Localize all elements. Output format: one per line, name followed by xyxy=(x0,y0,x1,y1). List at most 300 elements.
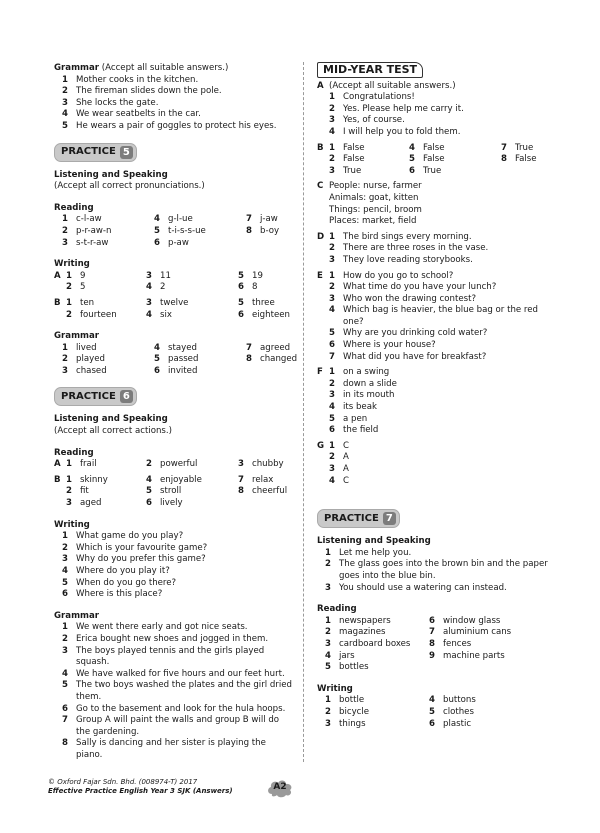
item-text: Go to the basement and look for the hula hoops. xyxy=(76,703,286,714)
item-number: 6 xyxy=(329,425,335,436)
writing-heading: Writing xyxy=(54,519,90,530)
grid-item xyxy=(409,143,501,155)
item-text: relax xyxy=(252,474,274,485)
grid-item xyxy=(66,486,146,498)
item-text: c-l-aw xyxy=(76,214,102,225)
grid-item xyxy=(66,310,146,322)
grid-item xyxy=(501,166,561,178)
grid-item xyxy=(66,282,146,294)
list-item xyxy=(62,566,294,578)
left-column xyxy=(54,63,298,762)
grid-item xyxy=(329,154,409,166)
item-number: 2 xyxy=(62,225,68,236)
item-number: 8 xyxy=(246,225,252,236)
item-number: 5 xyxy=(329,413,335,424)
grid-item xyxy=(146,310,238,322)
list-item xyxy=(62,715,294,738)
listening-heading: Listening and Speaking xyxy=(317,536,431,547)
list-item xyxy=(62,121,294,133)
item-text: j-aw xyxy=(260,214,278,225)
item-number: 4 xyxy=(325,650,331,661)
item-number: 3 xyxy=(62,645,68,656)
grid-item xyxy=(66,475,146,487)
list-item xyxy=(62,738,294,761)
item-number: 1 xyxy=(325,695,331,706)
item-text: Mother cooks in the kitchen. xyxy=(76,74,199,85)
item-number: 3 xyxy=(325,718,331,729)
item-number: 5 xyxy=(329,328,335,339)
grid-item xyxy=(325,695,429,707)
grid-item xyxy=(154,214,246,226)
item-text: Sally is dancing and her sister is playing the piano. xyxy=(76,738,266,760)
section-e: E 1 How do you go to school? 2 What time do you have your lunch? 3 Who won the drawing contest? 4 Which bag is heavier, the blue bag or the red one? 5 Why are you drinking cold water? 6 Where is your house? 7 What did you have for breakfast? xyxy=(317,271,557,364)
item-text: True xyxy=(343,165,362,176)
grid-item xyxy=(238,310,298,322)
grid-item xyxy=(62,226,154,238)
grid-item xyxy=(329,143,409,155)
grid-item xyxy=(66,459,146,471)
item-number: 8 xyxy=(429,638,435,649)
item-number: 3 xyxy=(62,237,68,248)
item-text: b-oy xyxy=(260,225,280,236)
item-number: 1 xyxy=(62,531,68,542)
grid-item xyxy=(325,662,429,674)
item-text: C xyxy=(343,440,350,451)
item-text: The fireman slides down the pole. xyxy=(76,86,222,97)
item-number: 5 xyxy=(325,662,331,673)
item-number: 6 xyxy=(62,589,68,600)
item-text: C xyxy=(343,475,350,486)
item-number: 5 xyxy=(146,486,152,497)
list-item xyxy=(329,464,557,476)
badge-number: 6 xyxy=(120,390,133,403)
item-number: 2 xyxy=(329,243,335,254)
item-number: 1 xyxy=(329,367,335,378)
grid-item xyxy=(429,662,559,674)
item-number: 6 xyxy=(429,718,435,729)
item-number: 4 xyxy=(62,566,68,576)
grid-item xyxy=(409,154,501,166)
grid-item xyxy=(146,271,238,283)
item-number: 7 xyxy=(238,474,244,485)
grammar-heading: Grammar xyxy=(54,610,100,621)
item-number: 5 xyxy=(409,154,415,165)
list-item xyxy=(329,367,557,379)
item-number: 2 xyxy=(66,309,72,320)
grid-item xyxy=(238,271,298,283)
grid-item xyxy=(146,486,238,498)
item-text: played xyxy=(76,354,105,365)
item-text: Yes. Please help me carry it. xyxy=(343,103,464,114)
list-item xyxy=(329,476,557,488)
item-text: We have walked for five hours and our feet hurt. xyxy=(76,668,285,679)
item-number: 1 xyxy=(62,622,68,633)
list-item xyxy=(329,243,557,255)
list-item xyxy=(329,294,557,306)
practice-7-badge xyxy=(317,509,400,528)
list-item xyxy=(62,622,294,634)
column-divider xyxy=(303,62,304,762)
reading-heading: Reading xyxy=(54,202,94,213)
item-text: Why are you drinking cold water? xyxy=(343,328,488,339)
item-number: 3 xyxy=(62,554,68,565)
grid-item xyxy=(325,616,429,628)
item-number: 1 xyxy=(66,474,72,485)
grid-item xyxy=(238,282,298,294)
item-number: 2 xyxy=(325,559,331,570)
reading-grid xyxy=(54,214,294,249)
grid-item xyxy=(325,719,429,731)
reading-grid xyxy=(317,616,557,674)
grid-item xyxy=(146,475,238,487)
item-text: chased xyxy=(76,365,107,376)
listening-note: (Accept all correct actions.) xyxy=(54,426,172,437)
item-number: 3 xyxy=(329,115,335,126)
grid-item xyxy=(62,366,154,378)
item-number xyxy=(246,238,260,250)
item-number: 2 xyxy=(62,86,68,97)
item-text: window glass xyxy=(443,615,501,626)
item-text: Which bag is heavier, the blue bag or the red one? xyxy=(343,305,538,327)
writing-heading: Writing xyxy=(54,259,90,270)
item-number: 2 xyxy=(325,706,331,717)
reading-b: B 1 skinny 4 enjoyable 7 relax 2 fit 5 stroll 8 cheerful 3 aged 6 lively xyxy=(54,475,294,510)
item-number: 1 xyxy=(329,440,335,451)
list-item xyxy=(62,680,294,703)
badge-number: 5 xyxy=(120,146,133,159)
item-text: Yes, of course. xyxy=(343,115,405,126)
item-number: 1 xyxy=(325,615,331,626)
item-text: Congratulations! xyxy=(343,92,415,103)
list-item xyxy=(62,531,294,543)
item-text: fences xyxy=(443,638,472,649)
item-text: frail xyxy=(80,459,97,470)
item-text: buttons xyxy=(443,695,476,706)
grid-item xyxy=(325,627,429,639)
grid-item xyxy=(154,226,246,238)
item-number: 6 xyxy=(329,340,335,351)
item-text: fit xyxy=(80,486,89,497)
list-item: Places: market, field xyxy=(329,216,417,227)
grid-item xyxy=(62,238,154,250)
item-number: 3 xyxy=(62,97,68,108)
grid-item xyxy=(501,143,561,155)
item-text: invited xyxy=(168,365,198,376)
item-text: t-i-s-s-ue xyxy=(168,225,206,236)
item-number: 6 xyxy=(154,365,160,376)
grid-item xyxy=(238,475,298,487)
item-number: 2 xyxy=(325,627,331,638)
item-text: He wears a pair of goggles to protect his eyes. xyxy=(76,120,277,131)
grid-item xyxy=(154,343,246,355)
item-text: Who won the drawing contest? xyxy=(343,293,477,304)
item-number: 3 xyxy=(329,254,335,265)
writing-b: B 1 ten 3 twelve 5 three 2 fourteen 4 six 6 eighteen xyxy=(54,298,294,321)
item-number: 2 xyxy=(62,633,68,644)
item-text: twelve xyxy=(160,297,189,308)
item-text: True xyxy=(515,142,534,153)
item-text: What did you have for breakfast? xyxy=(343,351,487,362)
badge-label: PRACTICE xyxy=(61,391,116,403)
item-number: 5 xyxy=(62,120,68,131)
item-number: 2 xyxy=(66,486,72,497)
item-text: 8 xyxy=(252,282,258,293)
badge-label: PRACTICE xyxy=(61,146,116,158)
item-text: False xyxy=(423,142,445,153)
grid-item xyxy=(246,354,306,366)
reading-heading: Reading xyxy=(54,447,94,458)
listening-heading: Listening and Speaking xyxy=(54,169,168,180)
grid-item xyxy=(325,639,429,651)
grammar-list xyxy=(54,75,294,133)
item-number: 1 xyxy=(329,231,335,242)
list-item xyxy=(329,282,557,294)
item-text: skinny xyxy=(80,474,108,485)
item-text: a pen xyxy=(343,413,368,424)
section-b: B 1 False 4 False 7 True 2 False 5 False 8 False 3 True 6 True xyxy=(317,143,557,178)
grid-item xyxy=(154,238,246,250)
item-text: A xyxy=(343,452,349,463)
item-number: 5 xyxy=(62,680,68,691)
item-number xyxy=(501,166,515,178)
item-text: plastic xyxy=(443,718,472,729)
item-number: 8 xyxy=(62,738,68,749)
item-text xyxy=(252,498,298,510)
list-item: Things: pencil, broom xyxy=(329,204,422,215)
grid-item xyxy=(154,366,246,378)
list-item xyxy=(62,589,294,601)
grid-item xyxy=(146,459,238,471)
grammar-list xyxy=(54,622,294,761)
item-text: s-t-r-aw xyxy=(76,237,109,248)
list-item xyxy=(329,92,557,104)
grid-item xyxy=(246,343,306,355)
item-number: 3 xyxy=(146,297,152,308)
item-text: things xyxy=(339,718,366,729)
grid-item xyxy=(429,639,559,651)
item-text: aged xyxy=(80,498,102,509)
list-item xyxy=(329,305,557,328)
item-number: 1 xyxy=(62,214,68,225)
item-number: 2 xyxy=(329,378,335,389)
list-item xyxy=(329,255,557,267)
item-number xyxy=(238,498,252,510)
item-text: How do you go to school? xyxy=(343,270,454,281)
grid-item xyxy=(429,651,559,663)
item-number: 2 xyxy=(329,452,335,463)
item-number: 1 xyxy=(62,74,68,85)
grid-item xyxy=(429,627,559,639)
item-number: 6 xyxy=(62,703,68,714)
item-text: There are three roses in the vase. xyxy=(343,243,489,254)
item-number: 6 xyxy=(238,309,244,320)
right-column xyxy=(317,62,557,730)
grid-item xyxy=(146,298,238,310)
grid-item xyxy=(246,238,306,250)
item-number: 7 xyxy=(329,351,335,362)
grid-item xyxy=(66,271,146,283)
item-text: six xyxy=(160,309,172,320)
item-number: 4 xyxy=(154,342,160,353)
grid-item xyxy=(62,214,154,226)
item-number: 1 xyxy=(66,297,72,308)
item-text: False xyxy=(343,154,365,165)
listening-list xyxy=(317,548,557,594)
item-text: We wear seatbelts in the car. xyxy=(76,109,201,120)
item-number: 2 xyxy=(329,282,335,293)
section-a: A (Accept all suitable answers.) 1 Congratulations! 2 Yes. Please help me carry it. 3 Yes, of course. 4 I will help you to fold them. xyxy=(317,81,557,139)
item-number: 8 xyxy=(246,354,252,365)
item-text: powerful xyxy=(160,459,198,470)
item-text: Let me help you. xyxy=(339,547,412,558)
item-text: p-aw xyxy=(168,237,189,248)
item-number: 4 xyxy=(62,668,68,679)
item-text: stroll xyxy=(160,486,182,497)
grid-item xyxy=(66,298,146,310)
item-text: on a swing xyxy=(343,367,390,378)
item-number: 4 xyxy=(429,695,435,706)
item-number: 4 xyxy=(329,402,335,413)
list-item xyxy=(329,452,557,464)
item-text: fourteen xyxy=(80,309,117,320)
grid-item xyxy=(62,343,154,355)
list-item xyxy=(62,704,294,716)
list-item xyxy=(62,669,294,681)
item-number: 1 xyxy=(66,270,72,281)
item-text: magazines xyxy=(339,627,386,638)
item-number: 4 xyxy=(329,126,335,137)
grid-item xyxy=(146,498,238,510)
item-number: 8 xyxy=(501,154,507,165)
item-text: the field xyxy=(343,425,379,436)
section-c: C People: nurse, farmer Animals: goat, kitten Things: pencil, broom Places: market, field xyxy=(317,181,557,227)
item-text: Where is your house? xyxy=(343,340,436,351)
item-number: 5 xyxy=(62,577,68,588)
item-number: 3 xyxy=(325,638,331,649)
grid-item xyxy=(238,486,298,498)
item-number: 6 xyxy=(429,615,435,626)
item-number: 2 xyxy=(62,354,68,365)
item-text: What game do you play? xyxy=(76,531,184,542)
item-text: False xyxy=(515,154,537,165)
item-number: 2 xyxy=(66,282,72,293)
grid-item xyxy=(429,707,559,719)
section-f: F 1 on a swing 2 down a slide 3 in its mouth 4 its beak 5 a pen 6 the field xyxy=(317,367,557,437)
item-text: cheerful xyxy=(252,486,288,497)
list-item xyxy=(329,379,557,391)
item-text: passed xyxy=(168,354,199,365)
item-number: 4 xyxy=(329,475,335,486)
grid-item xyxy=(329,166,409,178)
list-item xyxy=(62,634,294,646)
item-number: 4 xyxy=(409,142,415,153)
item-text: The bird sings every morning. xyxy=(343,231,472,242)
item-text: Erica bought new shoes and jogged in them. xyxy=(76,633,269,644)
list-item xyxy=(62,554,294,566)
item-text: in its mouth xyxy=(343,390,395,401)
item-number: 2 xyxy=(329,103,335,114)
practice-5-badge xyxy=(54,143,137,162)
section-g: G 1 C 2 A 3 A 4 C xyxy=(317,441,557,487)
item-number: 6 xyxy=(409,165,415,176)
item-text: A xyxy=(343,464,349,474)
item-text: False xyxy=(423,154,445,165)
item-number: 8 xyxy=(238,486,244,497)
page-number: A2 xyxy=(273,782,287,792)
book-title: Effective Practice English Year 3 SJK (Answers) xyxy=(48,787,233,795)
list-item xyxy=(329,104,557,116)
item-text xyxy=(515,166,561,178)
grid-item xyxy=(429,616,559,628)
item-number: 7 xyxy=(246,214,252,225)
item-number: 2 xyxy=(146,459,152,470)
item-number: 9 xyxy=(429,650,435,661)
list-item xyxy=(329,328,557,340)
list-item xyxy=(325,583,557,595)
item-number: 7 xyxy=(429,627,435,638)
list-item xyxy=(325,548,557,560)
item-text: chubby xyxy=(252,459,284,470)
item-number: 3 xyxy=(66,498,72,509)
item-number: 5 xyxy=(154,225,160,236)
item-text: three xyxy=(252,297,275,308)
item-text: enjoyable xyxy=(160,474,202,485)
listening-note: (Accept all correct pronunciations.) xyxy=(54,181,205,192)
item-text: What time do you have your lunch? xyxy=(343,282,497,293)
list-item: People: nurse, farmer xyxy=(329,181,422,192)
badge-label: PRACTICE xyxy=(324,512,379,524)
item-number: 5 xyxy=(238,297,244,308)
item-number xyxy=(246,366,260,378)
item-text: g-l-ue xyxy=(168,214,193,225)
list-item xyxy=(329,425,557,437)
list-item xyxy=(329,352,557,364)
item-number: 7 xyxy=(246,342,252,353)
item-number: 3 xyxy=(329,390,335,401)
item-text: 9 xyxy=(80,270,86,281)
item-text: p-r-aw-n xyxy=(76,225,112,236)
mid-year-test-title: MID-YEAR TEST xyxy=(317,62,423,78)
item-text: 19 xyxy=(252,270,263,281)
item-number: 4 xyxy=(146,282,152,293)
reading-a: A 1 frail 2 powerful 3 chubby xyxy=(54,459,294,471)
copyright-text: © Oxford Fajar Sdn. Bhd. (008974-T) 2017 xyxy=(48,778,198,786)
grid-item xyxy=(246,366,306,378)
grammar-heading: Grammar xyxy=(54,63,100,73)
list-item xyxy=(329,402,557,414)
item-text: jars xyxy=(339,650,355,661)
item-text: 2 xyxy=(160,282,166,293)
item-number xyxy=(429,662,443,674)
listening-heading: Listening and Speaking xyxy=(54,414,168,425)
item-text: They love reading storybooks. xyxy=(343,254,473,265)
list-item xyxy=(62,543,294,555)
list-item xyxy=(325,559,557,582)
list-item: Animals: goat, kitten xyxy=(329,192,419,203)
item-text: Where do you play it? xyxy=(76,566,170,576)
grid-item xyxy=(246,226,306,238)
item-number: 5 xyxy=(154,354,160,365)
item-number: 4 xyxy=(329,305,335,316)
item-number: 7 xyxy=(501,142,507,153)
item-number: 1 xyxy=(329,92,335,103)
item-number: 3 xyxy=(329,165,335,176)
list-item xyxy=(329,340,557,352)
item-text: 5 xyxy=(80,282,86,293)
item-text: Why do you prefer this game? xyxy=(76,554,206,565)
item-text: its beak xyxy=(343,402,377,413)
item-text: Which is your favourite game? xyxy=(76,542,208,553)
